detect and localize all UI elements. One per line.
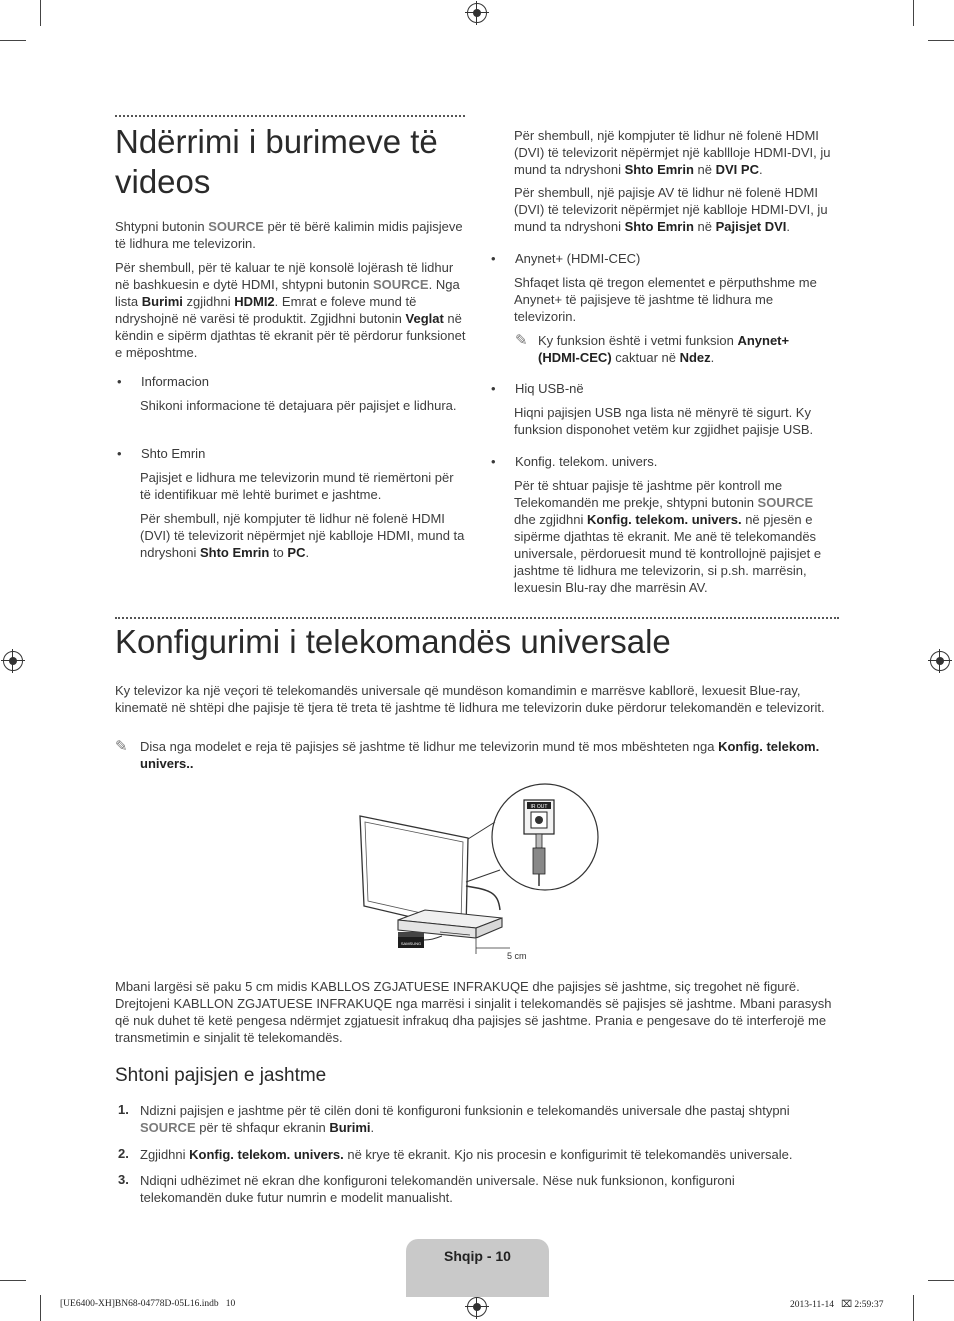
paragraph: Për shembull, një kompjuter të lidhur në folenë HDMI (DVI) të televizorit nëpërmjet një kabllloje HDMI-DVI, ju mund ta ndryshoni Shto Emrin në DVI PC. — [514, 128, 831, 177]
note-text: Disa nga modelet e reja të pajisjes së jashtme të lidhur me televizorin mund të mos mbështeten nga Konfig. telekom. univers.. — [140, 739, 820, 771]
distance-label: 5 cm — [507, 951, 527, 961]
section-divider — [115, 617, 839, 619]
crop-mark — [0, 1280, 26, 1281]
registration-mark-icon — [467, 3, 487, 23]
paragraph: Pajisjet e lidhura me televizorin mund të riemërtoni për të identifikuar më lehtë burimet e jashtme. — [140, 470, 454, 502]
note-text: Ky funksion është i vetmi funksion Anynet+ (HDMI-CEC) caktuar në Ndez. — [538, 333, 790, 365]
crop-mark — [928, 1280, 954, 1281]
section1-title — [115, 122, 475, 202]
registration-mark-icon — [3, 651, 23, 671]
title-line: Ndërrimi i burimeve të — [115, 123, 438, 160]
bullet-icon: • — [117, 446, 122, 461]
paragraph: Shtypni butonin SOURCE për të bërë kalimin midis pajisjeve të lidhura me televizorin. — [115, 219, 463, 251]
ir-extender-diagram — [350, 782, 600, 967]
bullet-icon: • — [117, 374, 122, 389]
bullet-icon: • — [491, 454, 496, 469]
registration-mark-icon — [930, 651, 950, 671]
paragraph: Për shembull, për të kaluar te një konsolë lojërash të lidhur në bashkuesin e dytë HDMI, shtypni butonin SOURCE. Nga lista Burimi zgjidhni HDMI2. Emrat e foleve mund të ndryshojnë në varësi të produktit. Zgjidhni butonin Veglat në këndin e sipërm djathtas të ekranit për të përdorur funksionet e mëposhtme. — [115, 260, 466, 360]
paragraph: Shfaqet lista që tregon elementet e përputhshme me Anynet+ të pajisjeve të jashtme të lidhura me televizorin. — [514, 275, 817, 324]
page-number: Shqip - 10 — [444, 1248, 511, 1264]
paragraph: Për të shtuar pajisje të jashtme për kontroll me Telekomandën me prekje, shtypni butonin SOURCE dhe zgjidhni Konfig. telekom. univers. në pjesën e sipërme djathtas të ekranit. Me anë të telekomandës universale, përdoruesit mund të kontrollojnë pajisjet e jashtme të lidhura me televizorin, si p.sh. marrësin, lexuesin Blu-ray dhe marrësin AV. — [514, 478, 822, 595]
bullet-label: Anynet+ (HDMI-CEC) — [515, 251, 641, 266]
crop-mark — [40, 1295, 41, 1321]
subheading: Shtoni pajisjen e jashtme — [115, 1065, 327, 1086]
step-number: 2. — [118, 1146, 129, 1161]
section2-title: Konfigurimi i telekomandës universale — [115, 623, 671, 660]
step-text: Ndizni pajisjen e jashtme për të cilën doni të konfiguroni funksionin e telekomandës universale dhe pastaj shtypni SOURCE për të shfaqur ekranin Burimi. — [140, 1103, 790, 1135]
bullet-label: Informacion — [141, 374, 209, 389]
bullet-icon: • — [491, 381, 496, 396]
note-icon: ✎ — [115, 738, 128, 755]
bullet-label: Konfig. telekom. univers. — [515, 454, 658, 469]
brand-label: SAMSUNG — [400, 941, 422, 946]
crop-mark — [0, 40, 26, 41]
ir-extender-illustration — [398, 932, 442, 948]
paragraph: Ky televizor ka një veçori të telekomandës universale që mundëson komandimin e marrësve kabllorë, lexuesit Blue-ray, kinematë në shtëpi dhe pajisje të tjera të treta të jashtme të lidhura me televizorin duke përdorur telekomandën e televizorit. — [115, 683, 825, 715]
title-line: videos — [115, 163, 211, 200]
paragraph: Mbani largësi së paku 5 cm midis KABLLOS ZGJATUESE INFRAKUQE dhe pajisjes së jashtme, siç tregohet në figurë. Drejtojeni KABLLON ZGJATUESE INFRAKUQE nga marrësi i sinjalit i telekomandës së pajisjes së jashtme. Mbani parasysh që nuk duhet të ketë pengesa ndërmjet zgjatuesit infrakuq dha pajisjes së jashtme. Prania e pengesave do të interferojë me transmetimin e sinjalit të telekomandës. — [115, 979, 832, 1045]
bullet-label: Hiq USB-në — [515, 381, 584, 396]
crop-mark — [40, 0, 41, 26]
step-text: Ndiqni udhëzimet në ekran dhe konfiguroni telekomandën universale. Nëse nuk funksionon, konfiguroni telekomandën duke futur numrin e modelit manualisht. — [140, 1173, 735, 1205]
registration-mark-icon — [467, 1297, 487, 1317]
bullet-label: Shto Emrin — [141, 446, 206, 461]
paragraph: Për shembull, një kompjuter të lidhur në folenë HDMI (DVI) të televizorit nëpërmjet një kablloje HDMI, mund ta ndryshoni Shto Emrin to PC. — [140, 511, 465, 560]
paragraph: Hiqni pajisjen USB nga lista në mënyrë të sigurt. Ky funksion disponohet vetëm kur zgjidhet pajisje USB. — [514, 405, 814, 437]
step-number: 1. — [118, 1102, 129, 1117]
step-text: Zgjidhni Konfig. telekom. univers. në krye të ekranit. Kjo nis procesin e konfigurimit të telekomandës universale. — [140, 1147, 793, 1162]
paragraph: Për shembull, një pajisje AV të lidhur në folenë HDMI (DVI) të televizorit nëpërmjet një kablloje HDMI-DVI, ju mund ta ndryshoni Shto Emrin në Pajisjet DVI. — [514, 185, 828, 234]
crop-mark — [928, 40, 954, 41]
file-info: [UE6400-XH]BN68-04778D-05L16.indb 10 — [60, 1299, 236, 1309]
section-divider — [115, 115, 465, 117]
crop-mark — [913, 0, 914, 26]
paragraph: Shikoni informacione të detajuara për pajisjet e lidhura. — [140, 398, 457, 413]
step-number: 3. — [118, 1172, 129, 1187]
bullet-icon: • — [491, 251, 496, 266]
crop-mark — [913, 1295, 914, 1321]
ir-out-label: IR OUT — [530, 804, 548, 810]
date-info: 2013-11-14 ⌧ 2:59:37 — [790, 1300, 884, 1310]
note-icon: ✎ — [515, 332, 528, 349]
